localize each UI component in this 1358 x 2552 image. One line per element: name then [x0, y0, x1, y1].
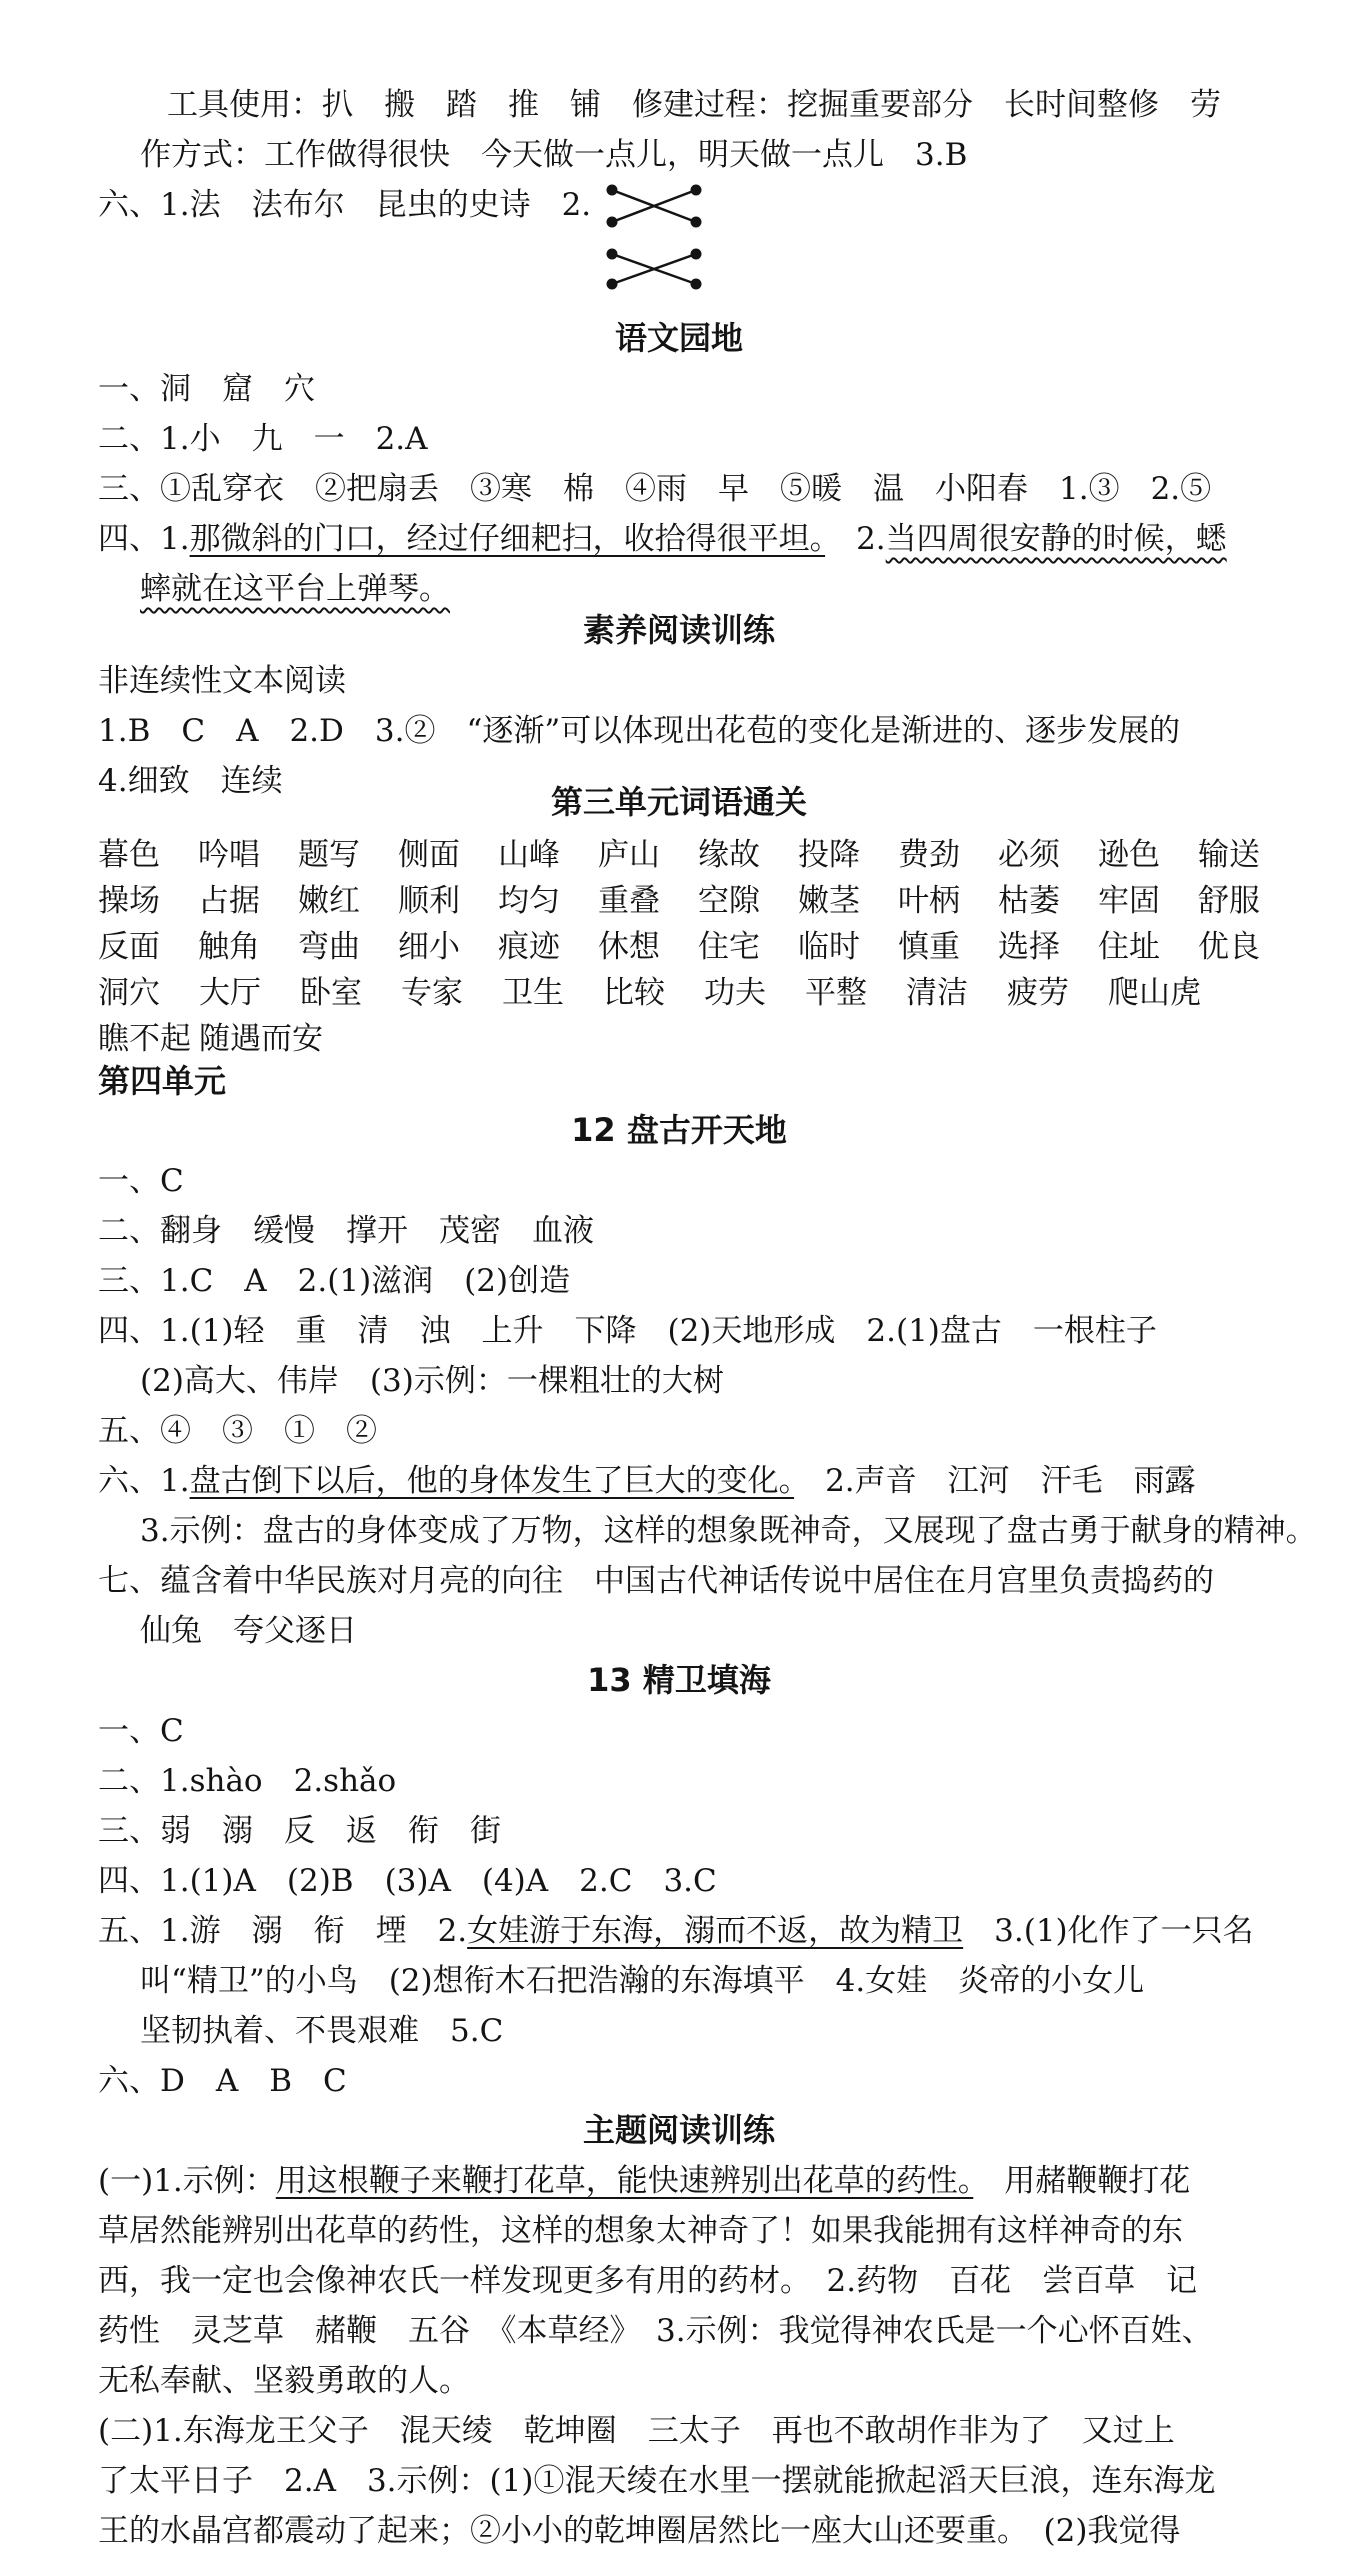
vocabulary-row	[98, 874, 1298, 920]
vocabulary-word: 比较	[603, 974, 665, 1011]
vocabulary-row	[98, 920, 1298, 966]
vocabulary-word: 输送	[1198, 836, 1260, 873]
text-line: 仙兔 夸父逐日	[140, 1613, 357, 1649]
text-line: 非连续性文本阅读	[98, 663, 346, 699]
text-line: 4.细致 连续	[98, 763, 283, 799]
text-line: 1.B C A 2.D 3.② “逐渐”可以体现出花苞的变化是渐进的、逐步发展的	[98, 713, 1181, 749]
vocabulary-grid	[98, 828, 1298, 1058]
text-line: 二、1.shào 2.shǎo	[98, 1763, 397, 1799]
lesson-title-pangu: 12 盘古开天地	[571, 1111, 787, 1149]
vocabulary-row	[98, 966, 1298, 1012]
text-line: 坚韧执着、不畏艰难 5.C	[140, 2013, 504, 2049]
text-line: 叫“精卫”的小鸟 (2)想衔木石把浩瀚的东海填平 4.女娃 炎帝的小女儿	[140, 1963, 1145, 1999]
matching-lines-diagram	[600, 178, 710, 298]
vocabulary-word: 疲劳	[1007, 974, 1069, 1011]
vocabulary-word: 侧面	[398, 836, 460, 873]
text-line: 三、①乱穿衣 ②把扇丢 ③寒 棉 ④雨 早 ⑤暖 温 小阳春 1.③ 2.⑤	[98, 471, 1212, 507]
text-line: 六、D A B C	[98, 2063, 347, 2099]
vocabulary-word: 随遇而安	[199, 1020, 323, 1057]
vocabulary-word: 优良	[1198, 928, 1260, 965]
vocabulary-row	[98, 1012, 1298, 1058]
text-line: 四、1.那微斜的门口，经过仔细耙扫，收拾得很平坦。 2.当四周很安静的时候，蟋	[98, 521, 1227, 557]
section-title-suyang: 素养阅读训练	[582, 611, 775, 649]
text-line: 王的水晶宫都震动了起来；②小小的乾坤圈居然比一座大山还要重。 (2)我觉得	[98, 2513, 1181, 2549]
vocabulary-word: 爬山虎	[1108, 974, 1201, 1011]
unit-heading: 第四单元	[98, 1062, 227, 1100]
vocabulary-word: 临时	[798, 928, 860, 965]
text-line: 三、弱 溺 反 返 衔 街	[98, 1813, 501, 1849]
text-line: 五、④ ③ ① ②	[98, 1413, 377, 1449]
wavy-underlined-answer: 蟀就在这平台上弹琴。	[140, 571, 450, 607]
vocabulary-word: 舒服	[1198, 882, 1260, 919]
vocabulary-word: 叶柄	[898, 882, 960, 919]
vocabulary-word: 住宅	[698, 928, 760, 965]
vocabulary-word: 卫生	[502, 974, 564, 1011]
text-line: (一)1.示例：用这根鞭子来鞭打花草，能快速辨别出花草的药性。 用赭鞭鞭打花	[98, 2163, 1191, 2199]
section-title-ciyu-tongguan: 第三单元词语通关	[550, 783, 807, 821]
vocabulary-word: 反面	[98, 928, 160, 965]
vocabulary-word: 逊色	[1098, 836, 1160, 873]
vocabulary-word: 洞穴	[98, 974, 160, 1011]
text-line: 二、翻身 缓慢 撑开 茂密 血液	[98, 1213, 594, 1249]
underlined-answer: 女娃游于东海，溺而不返，故为精卫	[467, 1913, 964, 1949]
vocabulary-word: 庐山	[598, 836, 660, 873]
vocabulary-word: 缘故	[698, 836, 760, 873]
vocabulary-word: 休想	[598, 928, 660, 965]
vocabulary-word: 嫩红	[298, 882, 360, 919]
vocabulary-word: 枯萎	[998, 882, 1060, 919]
vocabulary-word: 细小	[398, 928, 460, 965]
vocabulary-word: 山峰	[498, 836, 560, 873]
vocabulary-word: 操场	[98, 882, 160, 919]
wavy-underlined-answer: 当四周很安静的时候，蟋	[885, 521, 1227, 557]
text-line: 一、C	[98, 1163, 184, 1199]
text-line: 四、1.(1)A (2)B (3)A (4)A 2.C 3.C	[98, 1863, 717, 1899]
vocabulary-word: 重叠	[598, 882, 660, 919]
text-line: 六、1.盘古倒下以后，他的身体发生了巨大的变化。 2.声音 江河 汗毛 雨露	[98, 1463, 1196, 1499]
vocabulary-word: 瞧不起	[98, 1020, 191, 1057]
vocabulary-word: 暮色	[98, 836, 160, 873]
text-line: 西，我一定也会像神农氏一样发现更多有用的药材。 2.药物 百花 尝百草 记	[98, 2263, 1198, 2299]
underlined-answer: 盘古倒下以后，他的身体发生了巨大的变化。	[189, 1463, 795, 1499]
vocabulary-word: 牢固	[1098, 882, 1160, 919]
text-line: 药性 灵芝草 赭鞭 五谷 《本草经》 3.示例：我觉得神农氏是一个心怀百姓、	[98, 2313, 1213, 2349]
vocabulary-word: 清洁	[906, 974, 968, 1011]
text-line: 三、1.C A 2.(1)滋润 (2)创造	[98, 1263, 571, 1299]
section-title-yuwen-yuandi: 语文园地	[614, 319, 743, 357]
text-line: 了太平日子 2.A 3.示例：(1)①混天绫在水里一摆就能掀起滔天巨浪，连东海龙	[98, 2463, 1216, 2499]
text-line: 一、洞 窟 穴	[98, 371, 315, 407]
vocabulary-word: 功夫	[704, 974, 766, 1011]
text-line	[140, 568, 450, 610]
vocabulary-word: 投降	[798, 836, 860, 873]
vocabulary-word: 触角	[198, 928, 260, 965]
text-line: 草居然能辨别出花草的药性，这样的想象太神奇了！如果我能拥有这样神奇的东	[98, 2213, 1183, 2249]
vocabulary-word: 必须	[998, 836, 1060, 873]
vocabulary-word: 费劲	[898, 836, 960, 873]
vocabulary-word: 均匀	[498, 882, 560, 919]
text-line: 作方式：工作做得很快 今天做一点儿，明天做一点儿 3.B	[140, 137, 968, 173]
text-line: 四、1.(1)轻 重 清 浊 上升 下降 (2)天地形成 2.(1)盘古 一根柱子	[98, 1313, 1157, 1349]
vocabulary-row	[98, 828, 1298, 874]
vocabulary-word: 专家	[401, 974, 463, 1011]
text-line: (二)1.东海龙王父子 混天绫 乾坤圈 三太子 再也不敢胡作非为了 又过上	[98, 2413, 1175, 2449]
section-title-zhuti: 主题阅读训练	[582, 2111, 775, 2149]
vocabulary-word: 卧室	[300, 974, 362, 1011]
vocabulary-word: 痕迹	[498, 928, 560, 965]
vocabulary-word: 慎重	[898, 928, 960, 965]
vocabulary-word: 占据	[198, 882, 260, 919]
vocabulary-word: 平整	[805, 974, 867, 1011]
text-line: 无私奉献、坚毅勇敢的人。	[98, 2363, 470, 2399]
vocabulary-word: 住址	[1098, 928, 1160, 965]
text-line: (2)高大、伟岸 (3)示例：一棵粗壮的大树	[140, 1363, 724, 1399]
vocabulary-word: 空隙	[698, 882, 760, 919]
text-line: 一、C	[98, 1713, 184, 1749]
text-line: 五、1.游 溺 衔 堙 2.女娃游于东海，溺而不返，故为精卫 3.(1)化作了一只名	[98, 1913, 1254, 1949]
text-line: 六、1.法 法布尔 昆虫的史诗 2.	[98, 187, 592, 223]
vocabulary-word: 顺利	[398, 882, 460, 919]
text-line: 3.示例：盘古的身体变成了万物，这样的想象既神奇，又展现了盘古勇于献身的精神。	[140, 1513, 1317, 1549]
text-line: 七、蕴含着中华民族对月亮的向往 中国古代神话传说中居住在月宫里负责捣药的	[98, 1563, 1214, 1599]
vocabulary-word: 弯曲	[298, 928, 360, 965]
text-line: 二、1.小 九 一 2.A	[98, 421, 428, 457]
lesson-title-jingwei: 13 精卫填海	[587, 1661, 771, 1699]
underlined-answer: 那微斜的门口，经过仔细耙扫，收拾得很平坦。	[189, 521, 826, 557]
vocabulary-word: 题写	[298, 836, 360, 873]
text-line: 工具使用：扒 搬 踏 推 铺 修建过程：挖掘重要部分 长时间整修 劳	[167, 87, 1221, 123]
vocabulary-word: 大厅	[199, 974, 261, 1011]
vocabulary-word: 吟唱	[198, 836, 260, 873]
vocabulary-word: 嫩茎	[798, 882, 860, 919]
underlined-answer: 用这根鞭子来鞭打花草，能快速辨别出花草的药性。	[275, 2163, 974, 2199]
vocabulary-word: 选择	[998, 928, 1060, 965]
